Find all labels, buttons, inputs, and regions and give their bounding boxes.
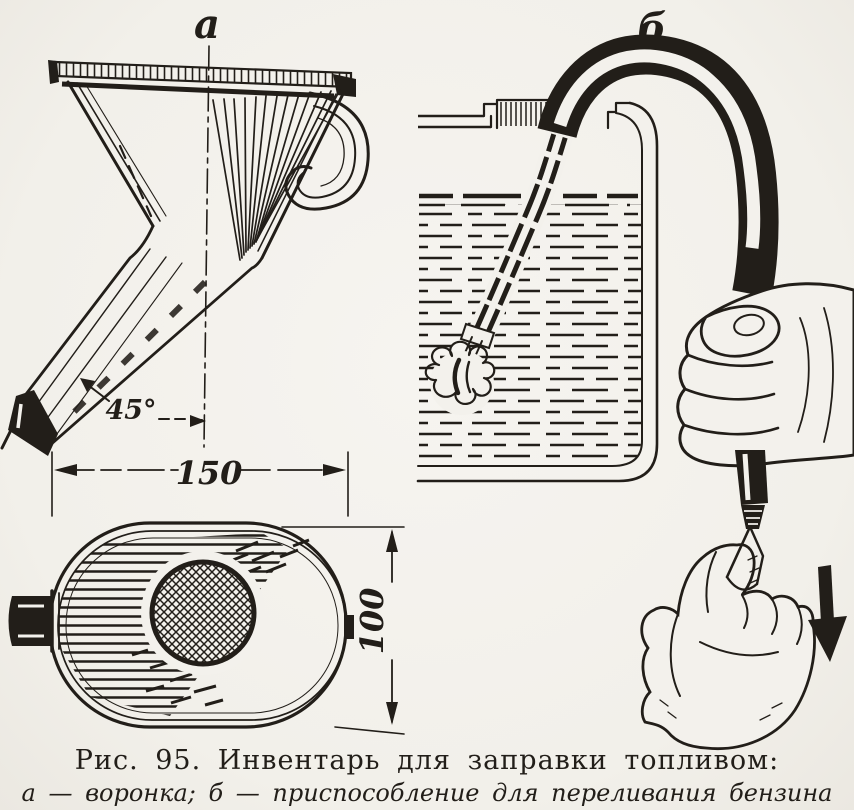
funnel-center-line <box>204 46 209 447</box>
outlet-nipple <box>741 505 765 529</box>
panel-b <box>418 5 854 749</box>
panel-a-label: а <box>194 1 220 48</box>
funnel-mesh-screen <box>152 562 254 664</box>
upper-hand <box>678 284 854 466</box>
caption-title: Рис. 95. Инвентарь для заправки топливом: <box>74 745 780 776</box>
dimension-150 <box>52 452 348 516</box>
funnel-top-view <box>9 452 405 734</box>
dimension-100 <box>282 527 404 734</box>
cone-hatching <box>213 90 340 260</box>
spout-angle-label: 45° <box>105 395 157 426</box>
width-dimension-label: 150 <box>175 454 243 492</box>
funnel-handle <box>286 93 368 209</box>
hose-opening-flange <box>608 103 630 128</box>
height-dimension-label: 100 <box>353 587 391 655</box>
panel-b-label: б <box>637 5 667 52</box>
caption-legend: а — воронка; б — приспособление для переливания бензина <box>21 779 833 807</box>
fuel-tank <box>418 100 657 481</box>
spout-tip <box>8 390 58 456</box>
funnel-side-view <box>2 46 368 456</box>
funnel-spout-stub <box>9 591 60 651</box>
caption <box>22 745 833 807</box>
panel-a <box>2 1 404 734</box>
